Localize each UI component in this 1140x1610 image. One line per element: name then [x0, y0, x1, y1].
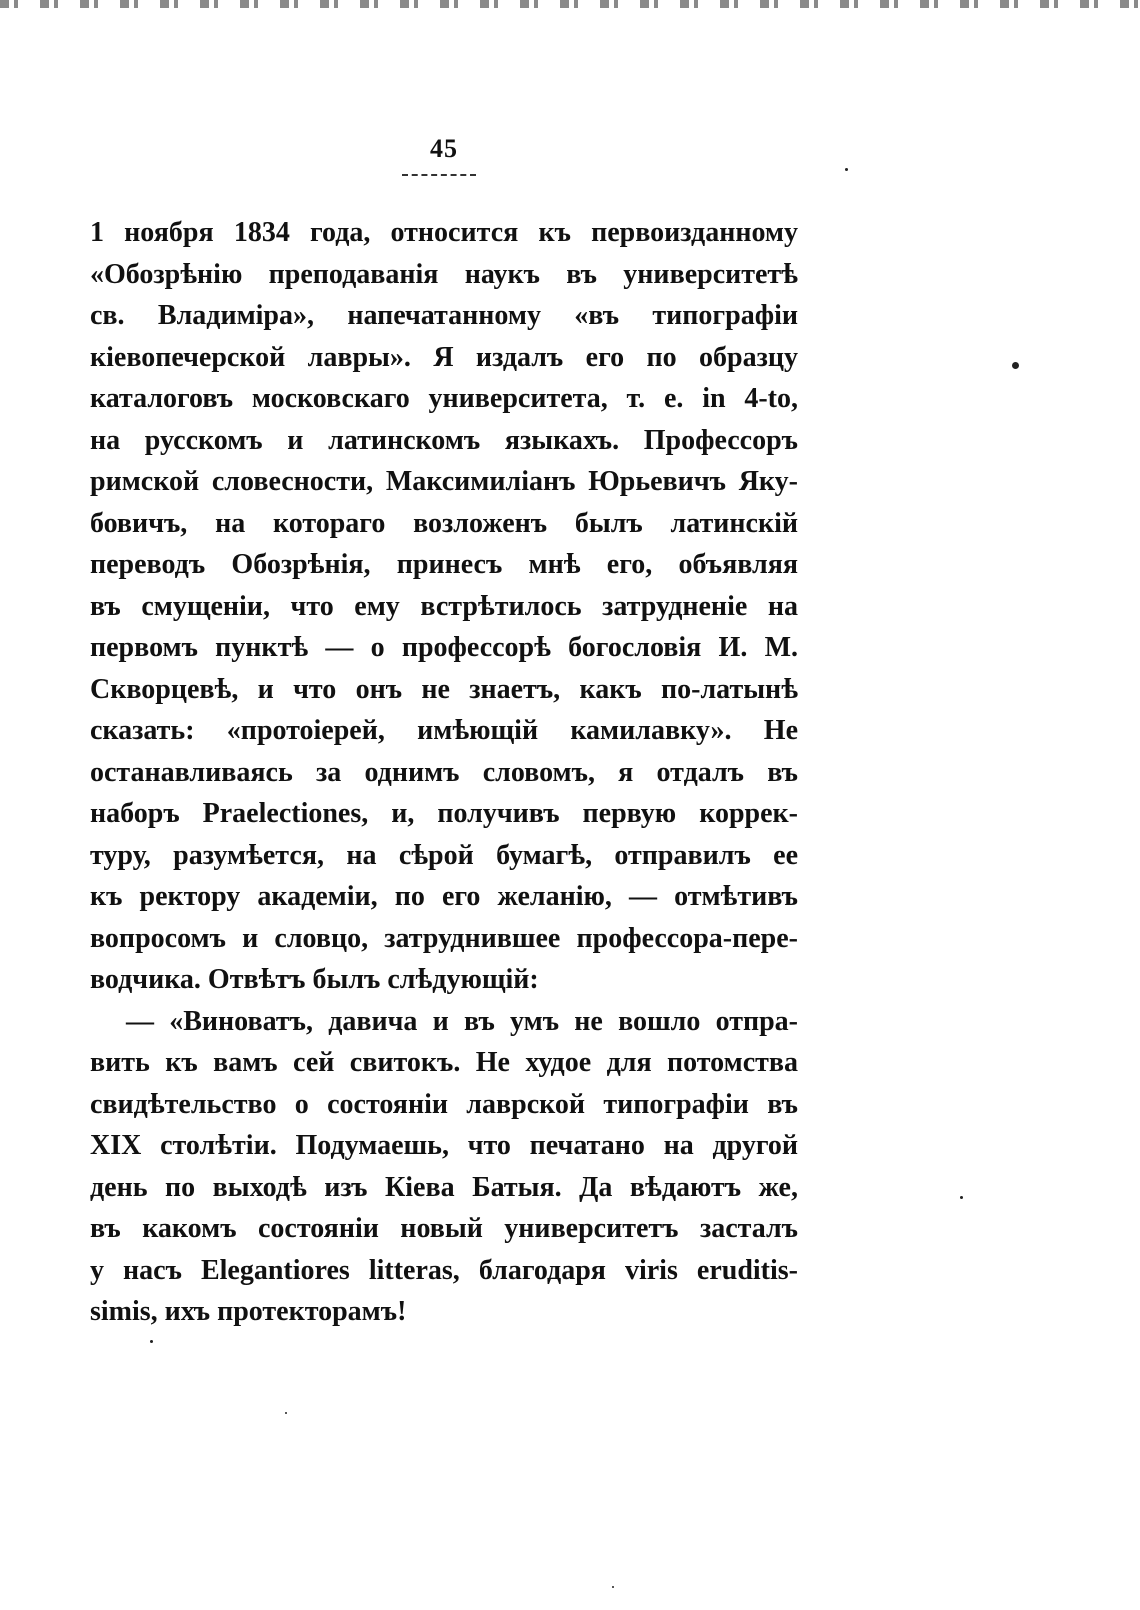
text-line: наборъ Praelectiones, и, получивъ первую коррек- — [90, 798, 798, 829]
text-line: каталоговъ московскаго университета, т. е. in 4-to, — [90, 383, 798, 414]
ink-speck — [1012, 362, 1019, 369]
text-line: 1 ноября 1834 года, относится къ первоизданному — [90, 217, 798, 248]
scan-top-edge — [0, 0, 1140, 8]
text-line: кіевопечерской лавры». Я издалъ его по образцу — [90, 341, 798, 373]
text-line: водчика. Отвѣтъ былъ слѣдующій: — [90, 964, 539, 995]
text-line: вить къ вамъ сей свитокъ. Не худое для потомства — [90, 1047, 798, 1078]
text-line: день по выходѣ изъ Кіева Батыя. Да вѣдаютъ же, — [90, 1171, 798, 1203]
ink-speck — [960, 1196, 963, 1199]
text-line: на русскомъ и латинскомъ языкахъ. Профессоръ — [90, 424, 798, 456]
text-line: останавливаясь за однимъ словомъ, я отдалъ въ — [90, 756, 798, 788]
ink-speck — [612, 1586, 614, 1588]
text-line: сказать: «протоіерей, имѣющій камилавку». Не — [90, 715, 798, 746]
text-line: римской словесности, Максимиліанъ Юрьевичъ Яку- — [90, 466, 798, 497]
ink-speck — [845, 168, 848, 171]
text-line: бовичъ, на котораго возложенъ былъ латинскій — [90, 507, 798, 539]
body-text — [90, 212, 798, 1333]
text-line: у насъ Elegantiores litteras, благодаря viris eruditis- — [90, 1254, 798, 1286]
text-line: свидѣтельство о состояніи лаврской типографіи въ — [90, 1088, 798, 1120]
page-number-rule — [402, 174, 476, 176]
text-line: въ смущеніи, что ему встрѣтилось затрудненіе на — [90, 590, 798, 622]
text-line: «Обозрѣнію преподаванія наукъ въ университетѣ — [90, 258, 798, 290]
text-line: св. Владиміра», напечатанному «въ типографіи — [90, 300, 798, 331]
text-line: XIX столѣтіи. Подумаешь, что печатано на другой — [90, 1130, 798, 1161]
text-line: вопросомъ и словцо, затруднившее профессора-пере- — [90, 922, 798, 954]
text-line: simis, ихъ протекторамъ! — [90, 1296, 407, 1327]
text-line: — «Виноватъ, давича и въ умъ не вошло отпра- — [126, 1005, 798, 1037]
text-line: переводъ Обозрѣнія, принесъ мнѣ его, объявляя — [90, 549, 798, 580]
text-line: Скворцевѣ, и что онъ не знаетъ, какъ по-латынѣ — [90, 673, 798, 705]
text-line: первомъ пунктѣ — о профессорѣ богословія И. М. — [90, 632, 798, 663]
text-line: въ какомъ состояніи новый университетъ засталъ — [90, 1213, 798, 1244]
text-line: туру, разумѣется, на сѣрой бумагѣ, отправилъ ее — [90, 839, 798, 871]
page-number: 45 — [430, 134, 458, 163]
text-line: къ ректору академіи, по его желанію, — отмѣтивъ — [90, 881, 798, 912]
ink-speck — [285, 1412, 287, 1414]
ink-speck — [150, 1340, 153, 1343]
